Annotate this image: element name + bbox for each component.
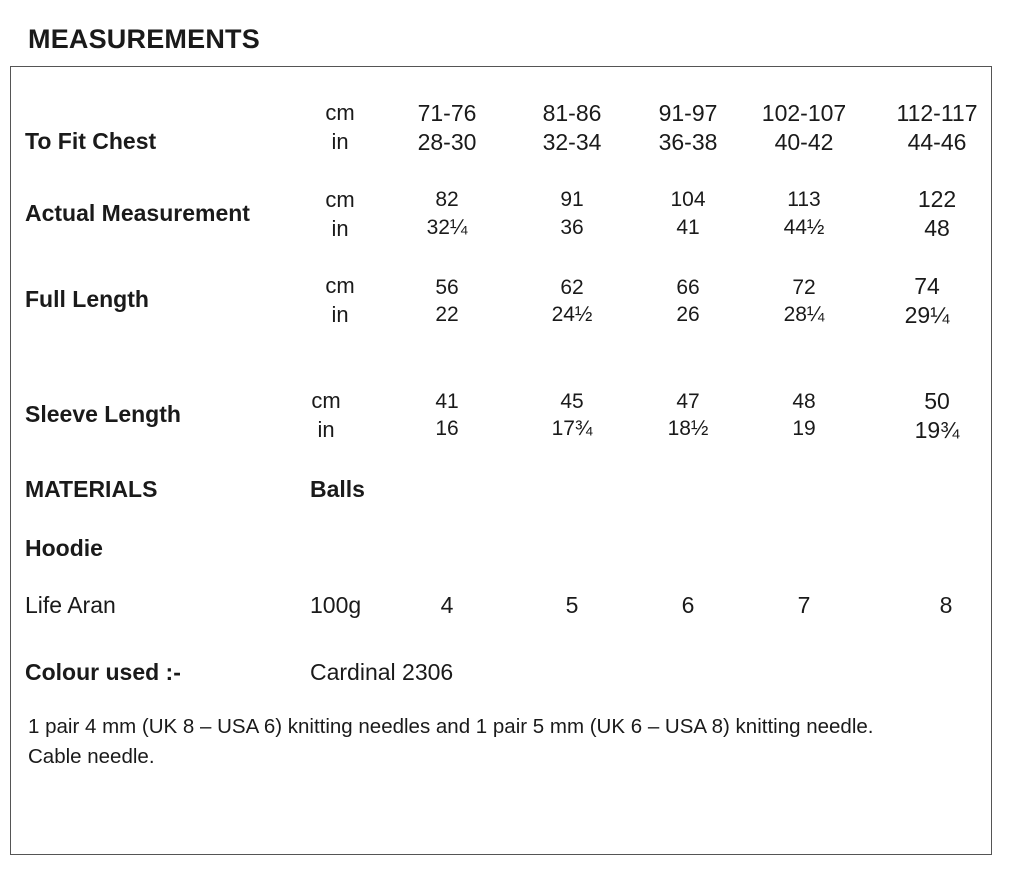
cell-value: 36-38 [658,129,718,155]
cell-value: 82 [435,188,459,211]
colour-value: Cardinal 2306 [310,659,454,685]
cell-value: 62 [560,276,584,299]
unit-in: in [331,129,349,154]
colour-label: Colour used :- [25,659,181,685]
cell-value: 40-42 [774,129,834,155]
balls-count: 4 [440,592,454,618]
cell-value: 113 [787,188,821,211]
cell-value: 44-46 [907,129,967,155]
cell-value: 19 [792,417,816,440]
cell-value: 36 [560,216,584,239]
cell-value: 18½ [667,417,709,440]
cell-value: 44½ [783,216,825,239]
row-label-actual-measurement: Actual Measurement [25,200,250,226]
yarn-weight: 100g [310,592,362,618]
cell-value: 41 [435,390,459,413]
cell-value: 112-117 [896,100,978,126]
cell-value: 66 [676,276,700,299]
cell-value: 41 [676,216,700,239]
cell-value: 16 [435,417,459,440]
cell-value: 72 [792,276,816,299]
cell-value: 102-107 [761,100,847,126]
unit-in: in [317,417,335,442]
page-title: MEASUREMENTS [28,24,260,54]
row-label-full-length: Full Length [25,286,149,312]
cell-value: 24½ [551,303,593,326]
cell-value: 17¾ [551,417,593,440]
cell-value: 56 [435,276,459,299]
cell-value: 122 [917,186,957,212]
cell-value: 29¼ [904,302,950,328]
needles-note: 1 pair 4 mm (UK 8 – USA 6) knitting needles and 1 pair 5 mm (UK 6 – USA 8) knitting needle. Cable needle. [28,715,874,768]
materials-heading: MATERIALS [25,476,158,502]
row-label-to-fit-chest: To Fit Chest [25,128,157,154]
unit-in: in [331,216,349,241]
cell-value: 48 [924,215,950,241]
unit-cm: cm [325,273,355,298]
cell-value: 26 [676,303,700,326]
cell-value: 71-76 [417,100,477,126]
cell-value: 19¾ [914,417,960,443]
unit-cm: cm [325,100,355,125]
cell-value: 81-86 [542,100,602,126]
cell-value: 91-97 [658,100,718,126]
row-label-sleeve-length: Sleeve Length [25,401,181,427]
unit-cm: cm [325,187,355,212]
balls-count: 7 [797,592,811,618]
unit-in: in [331,302,349,327]
cell-value: 48 [792,390,816,413]
cell-value: 28-30 [417,129,477,155]
cell-value: 45 [560,390,584,413]
balls-count: 5 [565,592,579,618]
cell-value: 104 [670,188,706,211]
cell-value: 50 [924,388,950,414]
balls-heading: Balls [310,476,365,502]
cell-value: 22 [435,303,459,326]
unit-cm: cm [311,388,341,413]
cell-value: 32-34 [542,129,602,155]
cell-value: 47 [676,390,700,413]
balls-count: 8 [939,592,953,618]
cell-value: 91 [560,188,584,211]
cell-value: 28¼ [783,303,825,326]
cell-value: 32¼ [426,216,468,239]
yarn-name: Life Aran [25,592,116,618]
balls-count: 6 [681,592,695,618]
cell-value: 74 [914,273,940,299]
garment-name: Hoodie [25,535,103,561]
